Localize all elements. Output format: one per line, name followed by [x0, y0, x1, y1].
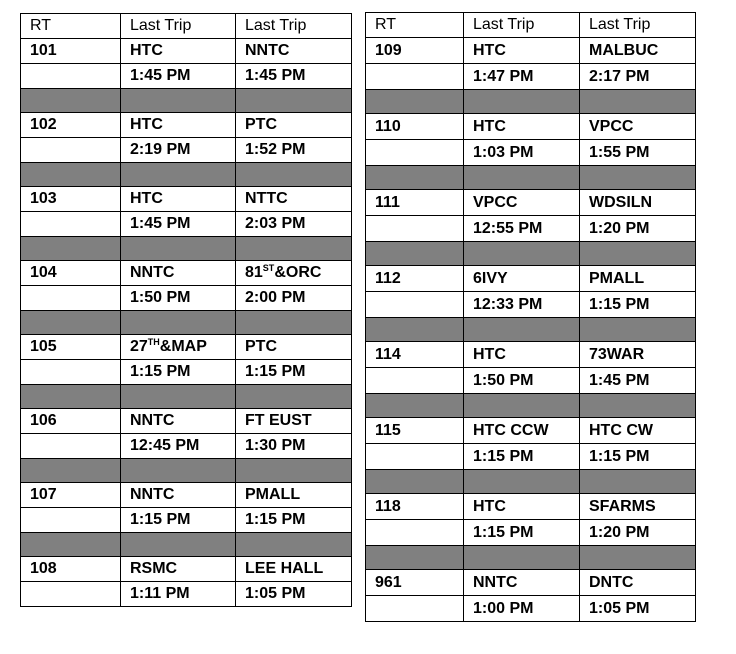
stop-cell	[236, 557, 352, 582]
last-trip-time: 1:47 PM	[464, 64, 580, 90]
last-trip-time: 2:03 PM	[236, 212, 352, 237]
stop-cell	[121, 39, 236, 64]
route-number: 101	[21, 39, 121, 64]
stop-name: HTC	[473, 345, 506, 363]
separator-cell	[21, 163, 121, 187]
last-trip-time: 1:00 PM	[464, 596, 580, 622]
stop-ordinal-suffix: ST	[262, 263, 275, 273]
table-header-row	[366, 13, 696, 38]
separator-row	[366, 318, 696, 342]
stop-cell	[580, 190, 696, 216]
separator-cell	[236, 237, 352, 261]
last-trip-time: 1:55 PM	[580, 140, 696, 166]
separator-cell	[121, 459, 236, 483]
separator-cell	[121, 237, 236, 261]
stop-cell	[121, 335, 236, 360]
stop-name: 27	[130, 338, 148, 355]
route-number-empty	[21, 212, 121, 237]
header-last-trip-1: Last Trip	[121, 14, 236, 39]
route-number: 107	[21, 483, 121, 508]
route-stop-row	[21, 39, 352, 64]
stop-name-rest: &ORC	[274, 264, 322, 281]
route-number: 102	[21, 113, 121, 138]
separator-cell	[580, 394, 696, 418]
route-number: 111	[366, 190, 464, 216]
separator-row	[366, 470, 696, 494]
stop-cell	[121, 557, 236, 582]
route-number: 110	[366, 114, 464, 140]
route-time-row	[366, 216, 696, 242]
last-trip-time: 1:50 PM	[121, 286, 236, 311]
stop-cell	[236, 335, 352, 360]
separator-cell	[121, 163, 236, 187]
separator-cell	[580, 546, 696, 570]
route-time-row	[21, 286, 352, 311]
route-number: 104	[21, 261, 121, 286]
last-trip-time: 1:15 PM	[464, 520, 580, 546]
separator-cell	[464, 90, 580, 114]
separator-cell	[236, 533, 352, 557]
stop-cell	[580, 342, 696, 368]
stop-name: RSMC	[130, 560, 178, 577]
route-time-row	[21, 64, 352, 89]
stop-cell	[464, 570, 580, 596]
separator-cell	[464, 394, 580, 418]
route-time-row	[21, 434, 352, 459]
separator-cell	[121, 89, 236, 113]
stop-cell	[236, 261, 352, 286]
route-time-row	[21, 212, 352, 237]
separator-row	[366, 394, 696, 418]
stop-name: NTTC	[245, 190, 288, 207]
stop-cell	[580, 114, 696, 140]
separator-cell	[366, 470, 464, 494]
stop-cell	[121, 261, 236, 286]
header-last-trip-2: Last Trip	[580, 13, 696, 38]
stop-cell	[464, 190, 580, 216]
separator-cell	[21, 459, 121, 483]
route-number: 108	[21, 557, 121, 582]
header-last-trip-1: Last Trip	[464, 13, 580, 38]
last-trip-time: 1:05 PM	[236, 582, 352, 607]
route-time-row	[21, 582, 352, 607]
last-trip-time: 2:19 PM	[121, 138, 236, 163]
stop-name: 6IVY	[473, 269, 508, 287]
separator-cell	[236, 163, 352, 187]
stop-cell	[121, 187, 236, 212]
last-trip-time: 12:55 PM	[464, 216, 580, 242]
route-number: 109	[366, 38, 464, 64]
separator-cell	[366, 90, 464, 114]
schedule-table-right-body	[366, 13, 696, 622]
separator-cell	[464, 470, 580, 494]
stop-cell	[236, 187, 352, 212]
route-number-empty	[21, 64, 121, 89]
separator-cell	[366, 242, 464, 266]
stop-name: DNTC	[589, 573, 634, 591]
stop-name: NNTC	[130, 412, 175, 429]
stop-cell	[580, 418, 696, 444]
schedule-table-left-body	[21, 14, 352, 607]
route-stop-row	[21, 261, 352, 286]
route-number-empty	[21, 508, 121, 533]
header-last-trip-2: Last Trip	[236, 14, 352, 39]
route-number-empty	[366, 292, 464, 318]
separator-cell	[21, 533, 121, 557]
stop-name: PMALL	[589, 269, 645, 287]
stop-name: FT EUST	[245, 412, 312, 429]
header-rt: RT	[366, 13, 464, 38]
route-stop-row	[366, 190, 696, 216]
stop-name: LEE HALL	[245, 560, 324, 577]
route-number-empty	[366, 520, 464, 546]
route-number-empty	[21, 434, 121, 459]
route-stop-row	[21, 335, 352, 360]
separator-cell	[580, 470, 696, 494]
stop-cell	[464, 494, 580, 520]
route-number: 961	[366, 570, 464, 596]
separator-cell	[366, 166, 464, 190]
separator-cell	[121, 385, 236, 409]
stop-name: MALBUC	[589, 41, 659, 59]
separator-cell	[21, 237, 121, 261]
stop-name: HTC	[473, 117, 506, 135]
route-stop-row	[366, 342, 696, 368]
stop-cell	[464, 38, 580, 64]
route-number-empty	[366, 368, 464, 394]
route-number-empty	[366, 64, 464, 90]
last-trip-time: 1:05 PM	[580, 596, 696, 622]
stop-cell	[121, 409, 236, 434]
separator-cell	[464, 318, 580, 342]
stop-name: HTC	[473, 41, 506, 59]
stop-name: HTC	[130, 116, 163, 133]
route-time-row	[366, 596, 696, 622]
stop-name: HTC	[473, 497, 506, 515]
stop-name: VPCC	[473, 193, 518, 211]
stop-name: HTC CCW	[473, 421, 549, 439]
route-time-row	[366, 368, 696, 394]
separator-cell	[580, 318, 696, 342]
last-trip-time: 1:15 PM	[236, 508, 352, 533]
stop-cell	[580, 38, 696, 64]
route-stop-row	[366, 418, 696, 444]
stop-name: NNTC	[130, 486, 175, 503]
route-stop-row	[21, 113, 352, 138]
stop-cell	[236, 39, 352, 64]
last-trip-time: 1:20 PM	[580, 520, 696, 546]
stop-cell	[464, 114, 580, 140]
separator-row	[21, 533, 352, 557]
separator-cell	[580, 166, 696, 190]
last-trip-time: 1:20 PM	[580, 216, 696, 242]
last-trip-time: 2:00 PM	[236, 286, 352, 311]
last-trip-time: 1:45 PM	[580, 368, 696, 394]
route-number: 114	[366, 342, 464, 368]
separator-cell	[366, 318, 464, 342]
stop-name-rest: &MAP	[159, 338, 207, 355]
route-time-row	[21, 360, 352, 385]
separator-row	[21, 237, 352, 261]
last-trip-time: 1:45 PM	[121, 64, 236, 89]
separator-cell	[121, 533, 236, 557]
route-number-empty	[366, 596, 464, 622]
last-trip-time: 1:03 PM	[464, 140, 580, 166]
separator-row	[366, 90, 696, 114]
last-trip-time: 1:11 PM	[121, 582, 236, 607]
separator-cell	[366, 546, 464, 570]
last-trip-time: 1:45 PM	[236, 64, 352, 89]
route-number-empty	[21, 360, 121, 385]
separator-cell	[366, 394, 464, 418]
separator-cell	[236, 311, 352, 335]
last-trip-time: 12:33 PM	[464, 292, 580, 318]
stop-cell	[580, 266, 696, 292]
separator-row	[21, 459, 352, 483]
route-number-empty	[366, 140, 464, 166]
separator-cell	[464, 546, 580, 570]
route-time-row	[21, 138, 352, 163]
last-trip-time: 1:45 PM	[121, 212, 236, 237]
stop-name: PMALL	[245, 486, 301, 503]
last-trip-time: 1:15 PM	[236, 360, 352, 385]
route-number: 105	[21, 335, 121, 360]
separator-cell	[21, 89, 121, 113]
header-rt: RT	[21, 14, 121, 39]
route-stop-row	[21, 409, 352, 434]
route-number-empty	[21, 582, 121, 607]
separator-cell	[464, 242, 580, 266]
route-time-row	[366, 140, 696, 166]
separator-row	[21, 163, 352, 187]
separator-cell	[21, 385, 121, 409]
separator-cell	[464, 166, 580, 190]
route-number: 112	[366, 266, 464, 292]
route-stop-row	[366, 38, 696, 64]
route-time-row	[366, 292, 696, 318]
route-number-empty	[21, 138, 121, 163]
last-trip-time: 1:15 PM	[580, 292, 696, 318]
separator-cell	[236, 459, 352, 483]
stop-name: WDSILN	[589, 193, 653, 211]
separator-cell	[580, 90, 696, 114]
last-trip-time: 1:15 PM	[121, 508, 236, 533]
stop-name: NNTC	[245, 42, 290, 59]
last-trip-time: 1:15 PM	[464, 444, 580, 470]
stop-cell	[121, 113, 236, 138]
route-stop-row	[21, 557, 352, 582]
last-trip-time: 2:17 PM	[580, 64, 696, 90]
separator-cell	[21, 311, 121, 335]
route-time-row	[21, 508, 352, 533]
separator-cell	[236, 385, 352, 409]
route-number: 103	[21, 187, 121, 212]
route-time-row	[366, 64, 696, 90]
route-number: 106	[21, 409, 121, 434]
separator-row	[21, 89, 352, 113]
stop-cell	[236, 409, 352, 434]
route-stop-row	[21, 483, 352, 508]
separator-row	[21, 385, 352, 409]
route-number-empty	[366, 216, 464, 242]
stop-cell	[236, 483, 352, 508]
separator-row	[366, 166, 696, 190]
route-number-empty	[366, 444, 464, 470]
stop-name: NNTC	[473, 573, 518, 591]
stop-cell	[464, 418, 580, 444]
route-stop-row	[21, 187, 352, 212]
separator-row	[21, 311, 352, 335]
route-time-row	[366, 520, 696, 546]
separator-row	[366, 242, 696, 266]
stop-cell	[580, 570, 696, 596]
separator-cell	[121, 311, 236, 335]
stop-cell	[121, 483, 236, 508]
stop-cell	[580, 494, 696, 520]
last-trip-time: 1:30 PM	[236, 434, 352, 459]
separator-cell	[580, 242, 696, 266]
last-trip-time: 12:45 PM	[121, 434, 236, 459]
stop-name: VPCC	[589, 117, 634, 135]
last-trip-time: 1:50 PM	[464, 368, 580, 394]
route-stop-row	[366, 266, 696, 292]
stop-cell	[464, 266, 580, 292]
last-trip-time: 1:52 PM	[236, 138, 352, 163]
route-number-empty	[21, 286, 121, 311]
stop-name: PTC	[245, 116, 277, 133]
stop-name: NNTC	[130, 264, 175, 281]
route-stop-row	[366, 114, 696, 140]
table-header-row	[21, 14, 352, 39]
route-number: 115	[366, 418, 464, 444]
stop-name: SFARMS	[589, 497, 656, 515]
stop-name: 73WAR	[589, 345, 645, 363]
route-number: 118	[366, 494, 464, 520]
last-trip-time: 1:15 PM	[121, 360, 236, 385]
schedule-table-right	[365, 12, 696, 622]
route-stop-row	[366, 494, 696, 520]
stop-name: HTC	[130, 42, 163, 59]
stop-name: PTC	[245, 338, 277, 355]
stop-name: 81	[245, 264, 263, 281]
stop-cell	[236, 113, 352, 138]
route-stop-row	[366, 570, 696, 596]
stop-cell	[464, 342, 580, 368]
route-time-row	[366, 444, 696, 470]
separator-cell	[236, 89, 352, 113]
stop-ordinal-suffix: TH	[147, 337, 160, 347]
schedule-table-left	[20, 13, 352, 607]
stop-name: HTC CW	[589, 421, 653, 439]
last-trip-time: 1:15 PM	[580, 444, 696, 470]
stop-name: HTC	[130, 190, 163, 207]
separator-row	[366, 546, 696, 570]
